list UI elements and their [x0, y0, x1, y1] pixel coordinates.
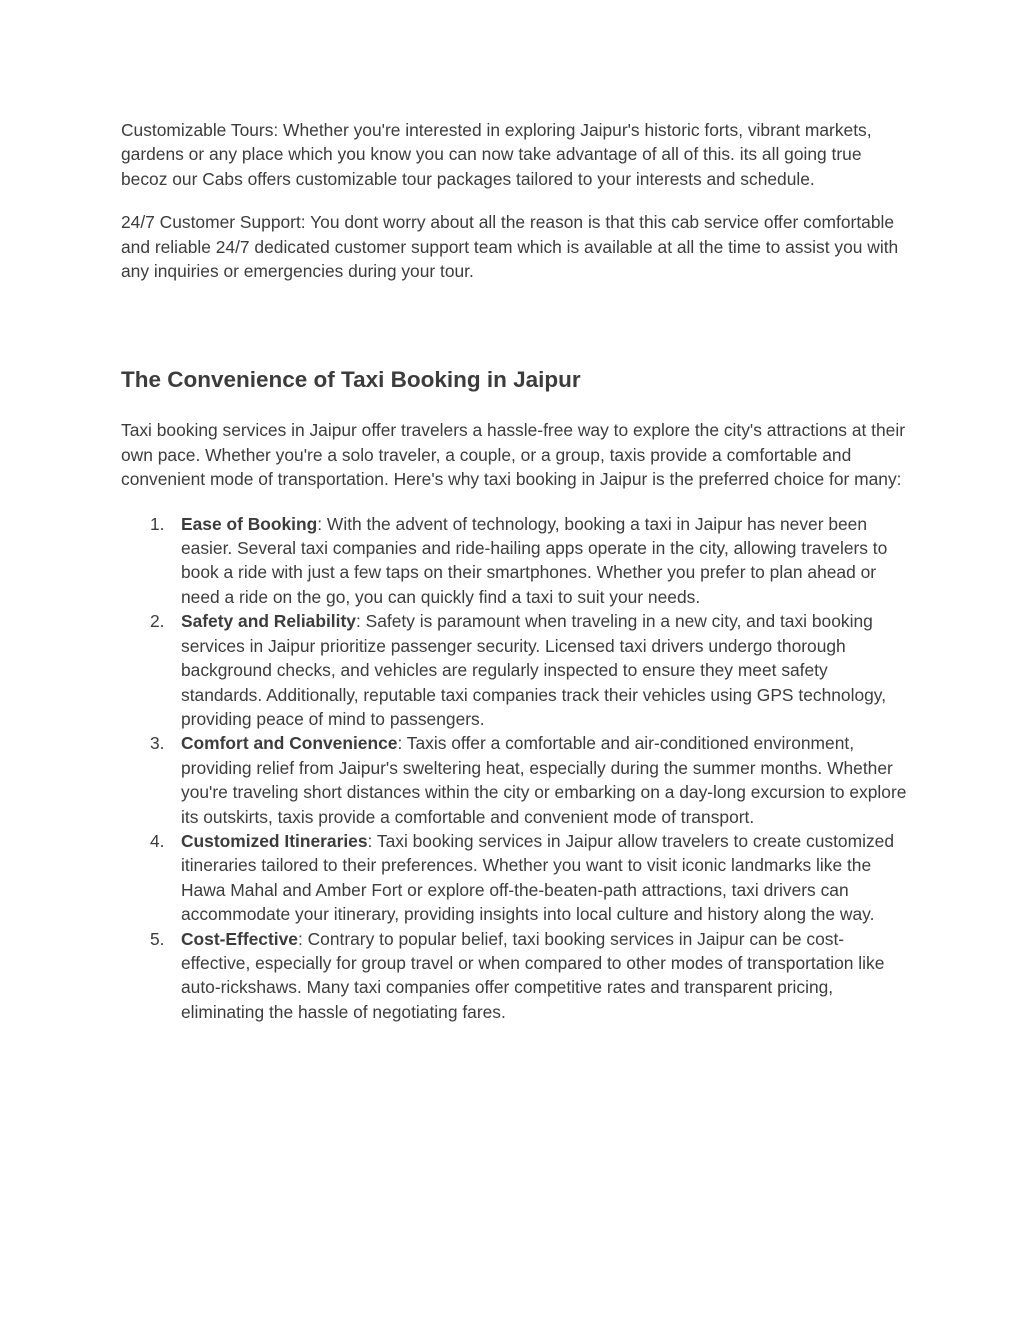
list-item — [121, 609, 911, 731]
list-item-text: : Contrary to popular belief, taxi booking services in Jaipur can be cost-effective, especially for group travel or when compared to other modes of transportation like auto-rickshaws. Many taxi companies offer competitive rates and transparent pricing, eliminating the hassle of negotiating fares. — [181, 928, 885, 1022]
list-number: 3. — [150, 733, 165, 754]
list-item — [121, 512, 911, 610]
list-item — [121, 829, 911, 927]
paragraph-customizable-tours: Customizable Tours: Whether you're interested in exploring Jaipur's historic forts, vibrant markets, gardens or any place which you know you can now take advantage of all of this. its all going true becoz our Cabs offers customizable tour packages tailored to your interests and schedule. — [121, 120, 872, 189]
list-item-text: : Safety is paramount when traveling in a new city, and taxi booking services in Jaipur prioritize passenger security. Licensed taxi drivers undergo thorough background checks, and vehicles are regularly inspected to ensure they meet safety standards. Additionally, reputable taxi companies track their vehicles using GPS technology, providing peace of mind to passengers. — [181, 611, 887, 729]
list-item-term: Cost-Effective — [181, 928, 298, 949]
benefits-list — [121, 512, 911, 1025]
document-page — [121, 118, 911, 1024]
list-item-term: Customized Itineraries — [181, 830, 368, 851]
list-item-text: : With the advent of technology, booking a taxi in Jaipur has never been easier. Several taxi companies and ride-hailing apps operate in the city, allowing travelers to book a ride with just a few taps on their smartphones. Whether you prefer to plan ahead or need a ride on the go, you can quickly find a taxi to suit your needs. — [181, 513, 888, 607]
list-item-term: Comfort and Convenience — [181, 733, 398, 754]
list-number: 2. — [150, 611, 165, 632]
list-number: 4. — [150, 830, 165, 851]
list-item-text: : Taxi booking services in Jaipur allow travelers to create customized itineraries tailored to their preferences. Whether you want to visit iconic landmarks like the Hawa Mahal and Amber Fort or explore off-the-beaten-path attractions, taxi drivers can accommodate your itinerary, providing insights into local culture and history along the way. — [181, 830, 894, 925]
list-item — [121, 927, 911, 1025]
list-item-term: Ease of Booking — [181, 513, 318, 534]
list-item — [121, 731, 911, 829]
list-item-term: Safety and Reliability — [181, 611, 356, 632]
list-item-text: : Taxis offer a comfortable and air-conditioned environment, providing relief from Jaipur's sweltering heat, especially during the summer months. Whether you're traveling short distances within the city or embarking on a day-long excursion to explore its outskirts, taxis provide a comfortable and convenient mode of transport. — [181, 733, 907, 827]
paragraph-customer-support: 24/7 Customer Support: You dont worry about all the reason is that this cab service offer comfortable and reliable 24/7 dedicated customer support team which is available at all the time to assist you with any inquiries or emergencies during your tour. — [121, 212, 899, 282]
section-heading: The Convenience of Taxi Booking in Jaipur — [121, 367, 581, 393]
section-intro: Taxi booking services in Jaipur offer travelers a hassle-free way to explore the city's attractions at their own pace. Whether you're a solo traveler, a couple, or a group, taxis provide a comfortable and convenient mode of transportation. Here's why taxi booking in Jaipur is the preferred choice for many: — [121, 420, 906, 490]
list-number: 1. — [150, 513, 165, 534]
list-number: 5. — [150, 928, 165, 949]
